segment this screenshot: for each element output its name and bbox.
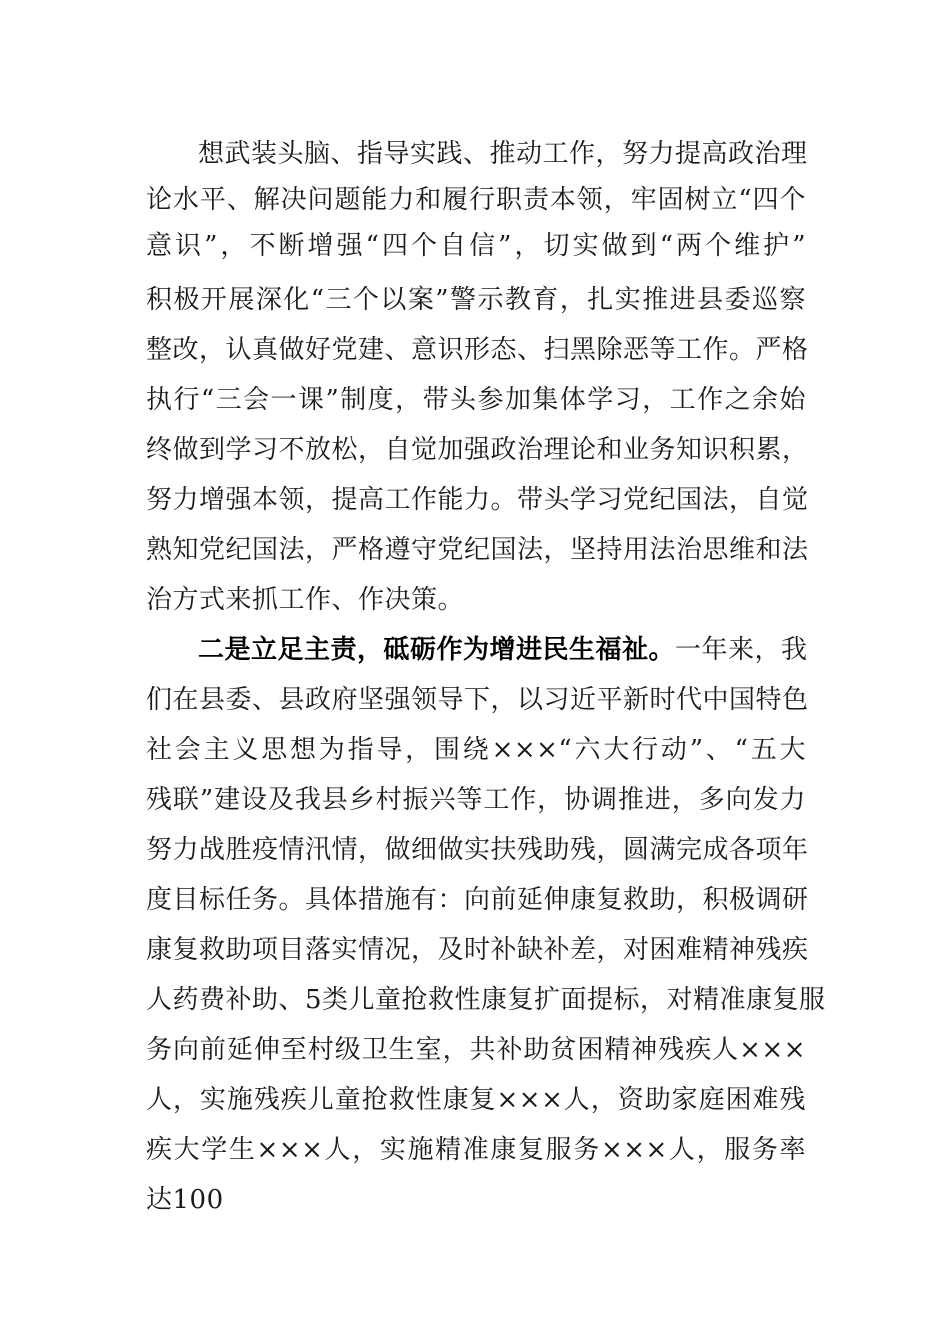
paragraph-1-line: 想武装头脑、指导实践、推动工作，努力提高政治理 — [198, 139, 808, 169]
paragraph-2-line: 努力战胜疫情汛情，做细做实扶残助残，圆满完成各项年 — [146, 835, 809, 865]
paragraph-2-line: 社会主义思想为指导，围绕×××“六大行动”、“五大 — [146, 735, 806, 765]
paragraph-2-line: 们在县委、县政府坚强领导下，以习近平新时代中国特色 — [146, 685, 809, 715]
paragraph-1-line: 积极开展深化“三个以案”警示教育，扎实推进县委巡察 — [146, 285, 806, 315]
paragraph-2-line: 度目标任务。具体措施有：向前延伸康复救助，积极调研 — [146, 885, 809, 915]
paragraph-2-line: 疾大学生×××人，实施精准康复服务×××人，服务率 — [146, 1135, 806, 1165]
paragraph-1-line: 努力增强本领，提高工作能力。带头学习党纪国法，自觉 — [146, 485, 809, 515]
paragraph-2-first-line — [198, 630, 806, 670]
paragraph-1-line: 论水平、解决问题能力和履行职责本领，牢固树立“四个 — [146, 185, 806, 215]
paragraph-2-line: 务向前延伸至村级卫生室，共补助贫困精神残疾人××× — [146, 1035, 806, 1065]
paragraph-2-line: 人，实施残疾儿童抢救性康复×××人，资助家庭困难残 — [146, 1085, 806, 1115]
paragraph-1-line: 治方式来抓工作、作决策。 — [146, 585, 465, 615]
paragraph-2-first-line-text: 一年来，我 — [675, 635, 808, 665]
paragraph-1-line: 整改，认真做好党建、意识形态、扫黑除恶等工作。严格 — [146, 335, 809, 365]
paragraph-2-line: 人药费补助、5类儿童抢救性康复扩面提标，对精准康复服 — [146, 985, 826, 1015]
paragraph-1-line: 熟知党纪国法，严格遵守党纪国法，坚持用法治思维和法 — [146, 535, 809, 565]
paragraph-1-line: 终做到学习不放松，自觉加强政治理论和业务知识积累， — [146, 435, 809, 465]
paragraph-1-line: 执行“三会一课”制度，带头参加集体学习，工作之余始 — [146, 385, 806, 415]
paragraph-2-line: 康复救助项目落实情况，及时补缺补差，对困难精神残疾 — [146, 935, 809, 965]
paragraph-2-line: 达100 — [146, 1185, 224, 1215]
paragraph-2-line: 残联”建设及我县乡村振兴等工作，协调推进，多向发力 — [146, 785, 806, 815]
paragraph-2-heading: 二是立足主责，砥砺作为增进民生福祉。 — [198, 635, 676, 665]
paragraph-1-line: 意识”，不断增强“四个自信”，切实做到“两个维护” — [146, 231, 806, 261]
